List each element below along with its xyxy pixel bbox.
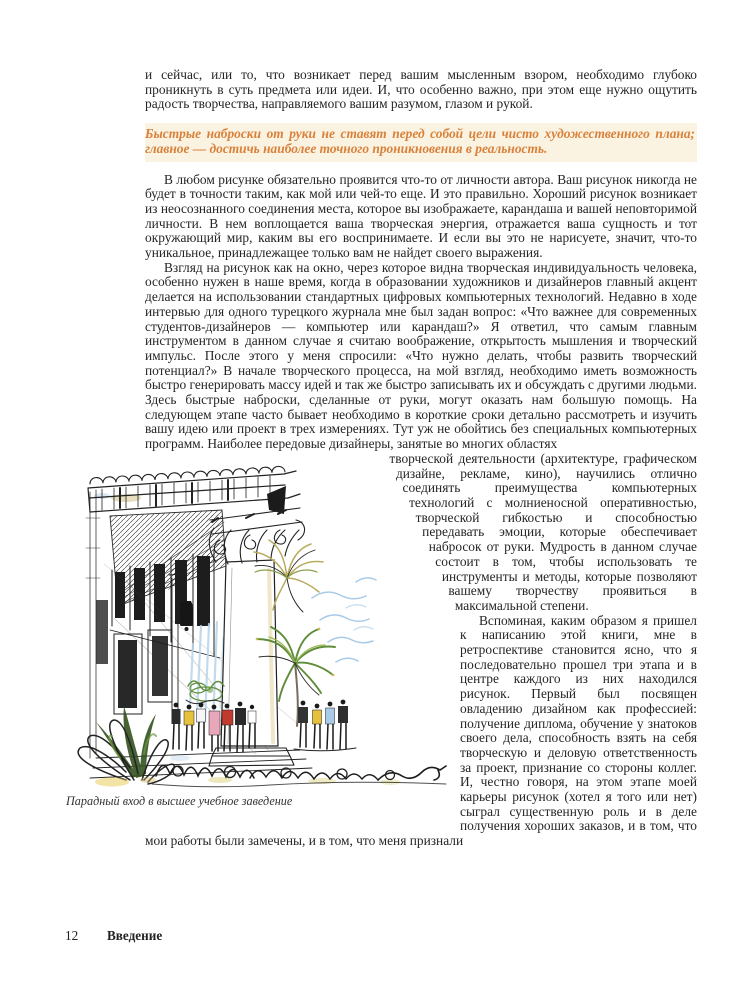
paragraph: Вспоминая, каким образом я пришел к написанию этой книги, мне в ретроспективе становится ясно, что я последовательно прошел три этапа и в центре каждого из них находился рисунок. Первый был посвящен овладению дизайном как профессией: получение диплома, обучение у знатоков своего дела, способность взять на себя творческую и деловую ответственность за проект, признание со стороны коллег. И, честно говоря, на этом этапе моей карьеры рисунок (хотел я того или нет) сыграл существенную роль и в деле получения хороших заказов, и в том, что мои работы были замечены, и в том, что меня признали	[145, 612, 697, 849]
figure-caption: Парадный вход в высшее учебное заведение	[66, 793, 293, 808]
text-column	[66, 67, 697, 849]
page-footer	[65, 928, 162, 944]
paragraph: и сейчас, или то, что возникает перед вашим мысленным взором, необходимо глубоко проникнуть в суть предмета или идеи. И, что особенно важно, при этом еще нужно ощутить радость творчества, направляемого вашим разумом, глазом и рукой.	[145, 67, 697, 112]
sketch-illustration	[60, 458, 452, 788]
page-number: 12	[65, 928, 79, 943]
pull-quote: Быстрые наброски от руки не ставят перед собой цели чисто художественного плана; главное — достичь наиболее точного проникновения в реальность.	[145, 123, 697, 161]
paragraph: В любом рисунке обязательно проявится что-то от личности автора. Ваш рисунок никогда не будет в точности таким, как мой или чей-то еще. И это правильно. Хороший рисунок возникает из неосознанного соединения места, которое вы изображаете, карандаша и вашей неповторимой личности. В нем воплощается ваша творческая энергия, отражается ваша сущность и тот окружающий мир, каким вы его воспринимаете. И если вы это не нарисуете, значит, что-то уникальное, принадлежащее только вам не найдет своего выражения.	[145, 171, 697, 261]
paragraph: творческой деятельности (архитектуре, графическом дизайне, рекламе, кино), научились отлично соединять преимущества компьютерных технологий с молниеносной оперативностью, творческой гибкостью и способностью передавать эмоции, которые обеспечивает набросок от руки. Мудрость в данном случае состоит в том, чтобы использовать те инструменты и методы, которые позволяют вашему творчеству проявиться в максимальной степени.	[389, 450, 697, 613]
section-title: Введение	[107, 928, 163, 943]
wrap-zone	[66, 450, 697, 849]
figure	[60, 458, 452, 826]
paragraph: Взгляд на рисунок как на окно, через которое видна творческая индивидуальность человека, особенно нужен в наше время, когда в образовании художников и дизайнеров главный акцент делается на использовании стандартных цифровых компьютерных технологий. Недавно в ходе интервью для одного турецкого журнала мне был задан вопрос: «Что важнее для современных студентов-дизайнеров — компьютер или карандаш?» Я ответил, что самым главным инструментом в данном случае я считаю воображение, открытость мышления и творческий импульс. После этого у меня спросили: «Что нужно делать, чтобы развить творческий потенциал?» В начале творческого процесса, на мой взгляд, необходимо иметь возможность быстро генерировать массу идей и так же быстро записывать их и обсуждать с другими людьми. Здесь быстрые наброски, сделанные от руки, могут оказать нам большую помощь. На следующем этапе часто бывает необходимо в короткие сроки детально рассмотреть и изучить вашу идею или проект в трех измерениях. Тут уж не обойтись без специальных компьютерных программ. Наиболее передовые дизайнеры, занятые во многих областях	[145, 259, 697, 452]
